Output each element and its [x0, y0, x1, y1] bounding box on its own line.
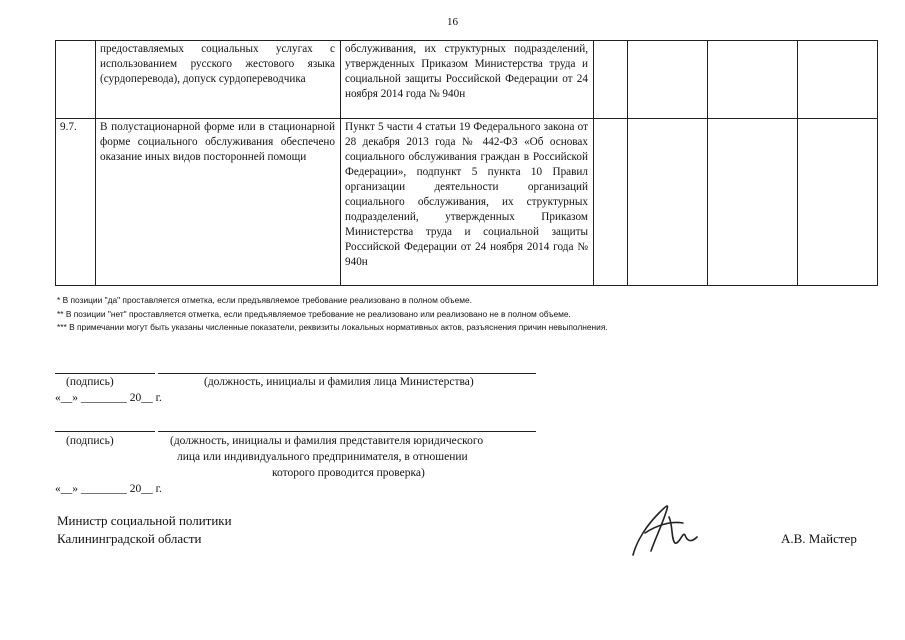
handwritten-signature — [625, 495, 715, 570]
empty-cell-note — [798, 119, 878, 286]
empty-cell-no — [628, 41, 708, 119]
role-label: (должность, инициалы и фамилия лица Министерства) — [204, 376, 474, 388]
official-position — [57, 512, 232, 548]
signature-label: (подпись) — [66, 376, 114, 388]
legal-basis-cell: обслуживания, их структурных подразделений, утвержденных Приказом Министерства труда и социальной защиты Российской Федерации от 24 ноября 2014 года № 940н — [341, 41, 594, 119]
role-line — [158, 373, 536, 374]
empty-cell-yes — [594, 41, 628, 119]
position-line: Калининградской области — [57, 531, 202, 546]
role-label: которого проводится проверка) — [272, 467, 425, 479]
signature-line — [55, 431, 155, 432]
row-number — [56, 41, 96, 119]
footnote: ** В позиции "нет" проставляется отметка, если предъявляемое требование не реализовано или реализовано не в полном объеме. — [57, 308, 571, 319]
empty-cell-note — [798, 41, 878, 119]
position-line: Министр социальной политики — [57, 513, 232, 528]
legal-basis-cell: Пункт 5 части 4 статьи 19 Федерального закона от 28 декабря 2013 года № 442-ФЗ «Об основах социального обслуживания граждан в Российской Федерации», подпункт 5 пункта 10 Правил организации деятельности организаций социального обслуживания, их структурных подразделений, утвержденных Приказом Министерства труда и социальной защиты Российской Федерации от 24 ноября 2014 года № 940н — [341, 119, 594, 286]
footnotes — [57, 294, 608, 335]
table-row — [56, 119, 878, 286]
row-number: 9.7. — [56, 119, 96, 286]
signature-label: (подпись) — [66, 435, 114, 447]
role-label: лица или индивидуального предпринимателя, в отношении — [177, 451, 468, 463]
empty-cell-no — [628, 119, 708, 286]
page-number: 16 — [447, 16, 458, 28]
date-line: «__» ________ 20__ г. — [55, 483, 162, 495]
empty-cell-na — [708, 119, 798, 286]
empty-cell-yes — [594, 119, 628, 286]
empty-cell-na — [708, 41, 798, 119]
role-label: (должность, инициалы и фамилия представителя юридического — [170, 435, 484, 447]
date-line: «__» ________ 20__ г. — [55, 392, 162, 404]
requirement-cell: В полустационарной форме или в стационарной форме социального обслуживания обеспечено оказание иных видов посторонней помощи — [96, 119, 341, 286]
footnote: *** В примечании могут быть указаны численные показатели, реквизиты локальных нормативных актов, разъяснения причин невыполнения. — [57, 322, 608, 332]
footnote: * В позиции "да" проставляется отметка, если предъявляемое требование реализовано в полном объеме. — [57, 295, 472, 305]
official-name: А.В. Майстер — [781, 531, 857, 546]
signature-line — [55, 373, 155, 374]
table-row — [56, 41, 878, 119]
checklist-table — [55, 40, 878, 286]
role-line — [158, 431, 536, 432]
requirement-cell: предоставляемых социальных услугах с использованием русского жестового языка (сурдоперевода), допуск сурдопереводчика — [96, 41, 341, 119]
